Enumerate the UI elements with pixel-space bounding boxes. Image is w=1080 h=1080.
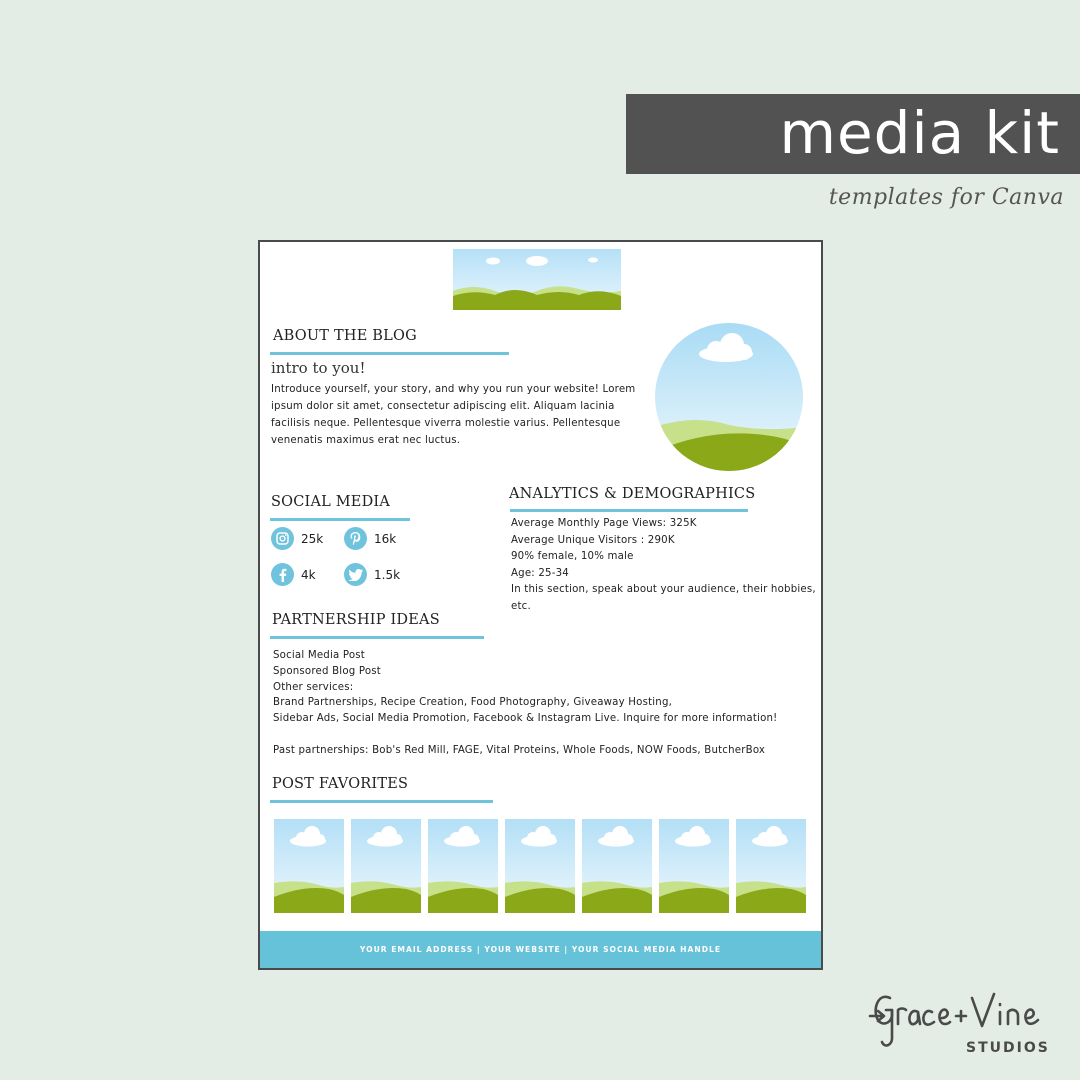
analytics-heading: ANALYTICS & DEMOGRAPHICS <box>509 486 756 502</box>
title-banner <box>626 94 1080 174</box>
pinterest-count: 16k <box>374 531 397 546</box>
post-thumbnail[interactable] <box>659 819 729 913</box>
social-heading: SOCIAL MEDIA <box>271 494 391 510</box>
instagram-icon <box>271 527 294 550</box>
about-heading: ABOUT THE BLOG <box>273 328 417 344</box>
favorites-rule <box>270 800 493 803</box>
about-line: venenatis maximus erat nec luctus. <box>271 435 461 446</box>
analytics-line: Average Unique Visitors : 290K <box>511 534 675 546</box>
pinterest-icon <box>344 527 367 550</box>
social-pinterest[interactable] <box>344 527 396 550</box>
post-thumbnail[interactable] <box>582 819 652 913</box>
footer-text: YOUR EMAIL ADDRESS | YOUR WEBSITE | YOUR SOCIAL MEDIA HANDLE <box>359 945 722 954</box>
post-thumbnail[interactable] <box>351 819 421 913</box>
contact-footer <box>260 931 821 968</box>
social-instagram[interactable] <box>271 527 323 550</box>
analytics-line: etc. <box>511 600 531 612</box>
about-line: ipsum dolor sit amet, consectetur adipiscing elit. Aliquam lacinia <box>271 401 615 412</box>
post-thumbnail[interactable] <box>274 819 344 913</box>
header-image-placeholder <box>453 249 621 310</box>
about-line: Introduce yourself, your story, and why you run your website! Lorem <box>271 384 636 395</box>
post-thumbnail[interactable] <box>505 819 575 913</box>
about-rule <box>270 352 509 355</box>
social-twitter[interactable] <box>344 563 400 586</box>
instagram-count: 25k <box>301 531 324 546</box>
favorites-heading: POST FAVORITES <box>272 776 409 792</box>
partnership-line: Brand Partnerships, Recipe Creation, Food Photography, Giveaway Hosting, <box>273 697 673 709</box>
media-kit-sheet <box>258 240 823 970</box>
analytics-line: In this section, speak about your audience, their hobbies, <box>511 584 816 596</box>
facebook-icon <box>271 563 294 586</box>
partnership-text <box>273 648 803 759</box>
post-thumbnail[interactable] <box>736 819 806 913</box>
partnership-line: Sponsored Blog Post <box>273 665 381 677</box>
post-thumbnail[interactable] <box>428 819 498 913</box>
analytics-text <box>511 516 816 616</box>
analytics-line: Average Monthly Page Views: 325K <box>511 518 697 529</box>
analytics-line: 90% female, 10% male <box>511 551 634 563</box>
partnership-line: Other services: <box>273 681 354 693</box>
svg-text:STUDIOS: STUDIOS <box>966 1040 1050 1056</box>
banner-subtitle: templates for Canva <box>828 185 1064 210</box>
social-rule <box>270 518 410 521</box>
social-facebook[interactable] <box>271 563 316 586</box>
post-thumbnails <box>274 819 806 913</box>
about-intro: intro to you! <box>271 359 366 377</box>
twitter-count: 1.5k <box>374 567 401 582</box>
grace-vine-logo <box>866 980 1066 1060</box>
partnership-heading: PARTNERSHIP IDEAS <box>272 612 440 628</box>
analytics-line: Age: 25-34 <box>511 567 569 579</box>
about-text <box>271 381 639 449</box>
profile-image-placeholder <box>654 322 804 472</box>
twitter-icon <box>344 563 367 586</box>
about-line: facilisis neque. Pellentesque viverra molestie varius. Pellentesque <box>271 418 621 429</box>
analytics-rule <box>510 509 748 512</box>
partnership-line: Social Media Post <box>273 650 365 661</box>
partnership-line: Sidebar Ads, Social Media Promotion, Facebook & Instagram Live. Inquire for more information! <box>273 713 778 725</box>
banner-title: media kit <box>779 99 1060 167</box>
facebook-count: 4k <box>301 567 316 582</box>
partnership-line <box>273 727 803 743</box>
partnership-line: Past partnerships: Bob's Red Mill, FAGE, Vital Proteins, Whole Foods, NOW Foods, ButcherBox <box>273 744 766 756</box>
partnership-rule <box>270 636 484 639</box>
